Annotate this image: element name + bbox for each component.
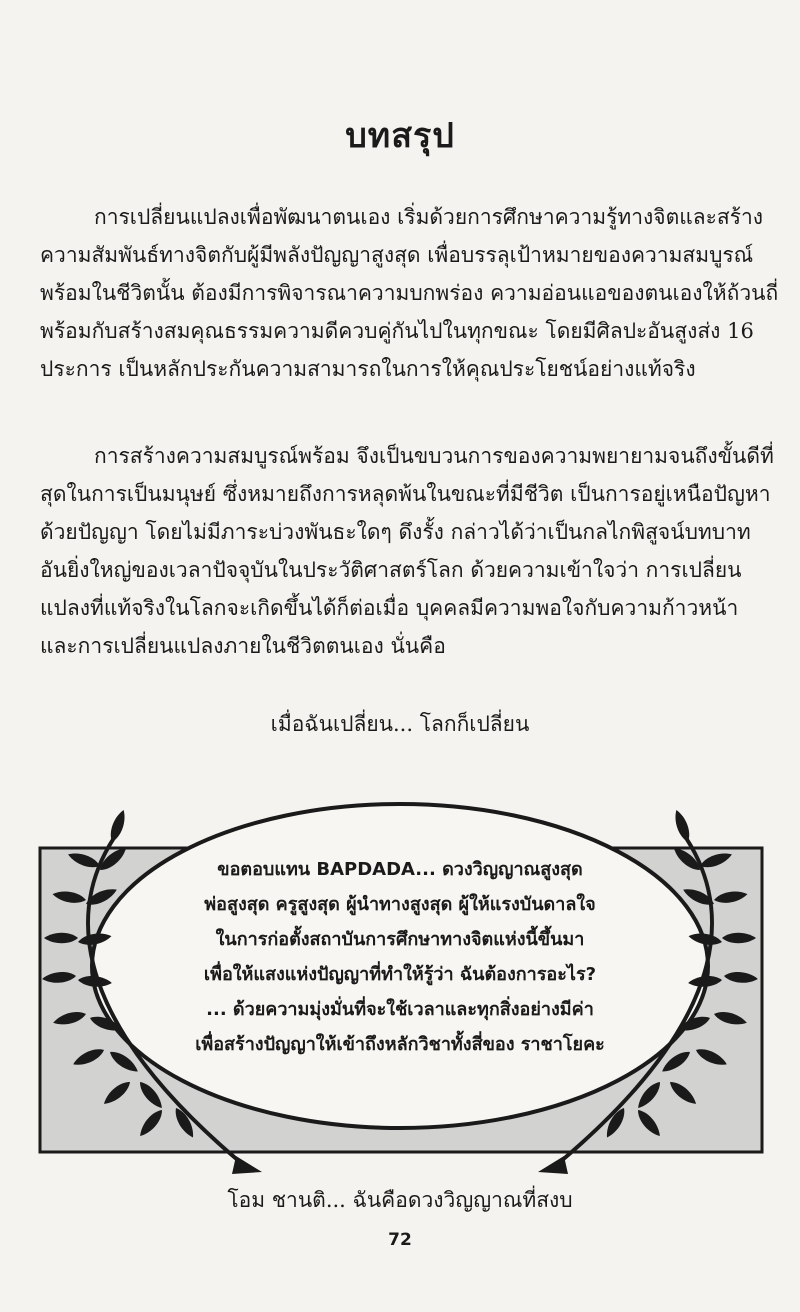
paragraph-line: พร้อมกับสร้างสมคุณธรรมความดีควบคู่กันไปในทุกขณะ โดยมีศิลปะอันสูงส่ง 16: [40, 319, 754, 343]
paragraph-line: พร้อมในชีวิตนั้น ต้องมีการพิจารณาความบกพร่อง ความอ่อนแอของตนเองให้ถ้วนถี่: [40, 281, 779, 305]
closing-line: โอม ชานติ... ฉันคือดวงวิญญาณที่สงบ: [227, 1188, 573, 1212]
paragraph-line: อันยิ่งใหญ่ของเวลาปัจจุบันในประวัติศาสตร์โลก ด้วยความเข้าใจว่า การเปลี่ยน: [40, 558, 742, 582]
paragraph-line: ความสัมพันธ์ทางจิตกับผู้มีพลังปัญญาสูงสุด เพื่อบรรลุเป้าหมายของความสมบูรณ์: [40, 243, 754, 267]
paragraph-line: สุดในการเป็นมนุษย์ ซึ่งหมายถึงการหลุดพ้นในขณะที่มีชีวิต เป็นการอยู่เหนือปัญหา: [40, 482, 771, 506]
dedication-line: ... ด้วยความมุ่งมั่นที่จะใช้เวลาและทุกสิ่งอย่างมีค่า: [206, 999, 594, 1020]
paragraph-2: [40, 437, 774, 665]
page-title: บทสรุป: [345, 116, 455, 156]
paragraph-line: การสร้างความสมบูรณ์พร้อม จึงเป็นขบวนการของความพยายามจนถึงขั้นดีที่: [94, 444, 774, 468]
dedication-line: พ่อสูงสุด ครูสูงสุด ผู้นำทางสูงสุด ผู้ให้แรงบันดาลใจ: [204, 894, 596, 915]
paragraph-line: และการเปลี่ยนแปลงภายในชีวิตตนเอง นั่นคือ: [40, 634, 446, 658]
dedication-line: เพื่อให้แสงแห่งปัญญาที่ทำให้รู้ว่า ฉันต้องการอะไร?: [203, 964, 597, 985]
dedication-text: [150, 852, 650, 1062]
slogan: เมื่อฉันเปลี่ยน... โลกก็เปลี่ยน: [270, 712, 530, 736]
paragraph-line: แปลงที่แท้จริงในโลกจะเกิดขึ้นได้ก็ต่อเมื่อ บุคคลมีความพอใจกับความก้าวหน้า: [40, 596, 739, 620]
dedication-line: ขอตอบแทน BAPDADA... ดวงวิญญาณสูงสุด: [217, 859, 583, 880]
dedication-line: เพื่อสร้างปัญญาให้เข้าถึงหลักวิชาทั้งสี่ของ ราชาโยคะ: [195, 1034, 605, 1055]
dedication-line: ในการก่อตั้งสถาบันการศึกษาทางจิตแห่งนี้ขึ้นมา: [215, 929, 585, 950]
paragraph-line: การเปลี่ยนแปลงเพื่อพัฒนาตนเอง เริ่มด้วยการศึกษาความรู้ทางจิตและสร้าง: [94, 205, 764, 229]
paragraph-line: ด้วยปัญญา โดยไม่มีภาระบ่วงพันธะใดๆ ดึงรั้ง กล่าวได้ว่าเป็นกลไกพิสูจน์บทบาท: [40, 520, 751, 544]
paragraph-line: ประการ เป็นหลักประกันความสามารถในการให้คุณประโยชน์อย่างแท้จริง: [40, 357, 696, 381]
paragraph-1: [40, 198, 779, 388]
page-number: 72: [388, 1230, 412, 1250]
